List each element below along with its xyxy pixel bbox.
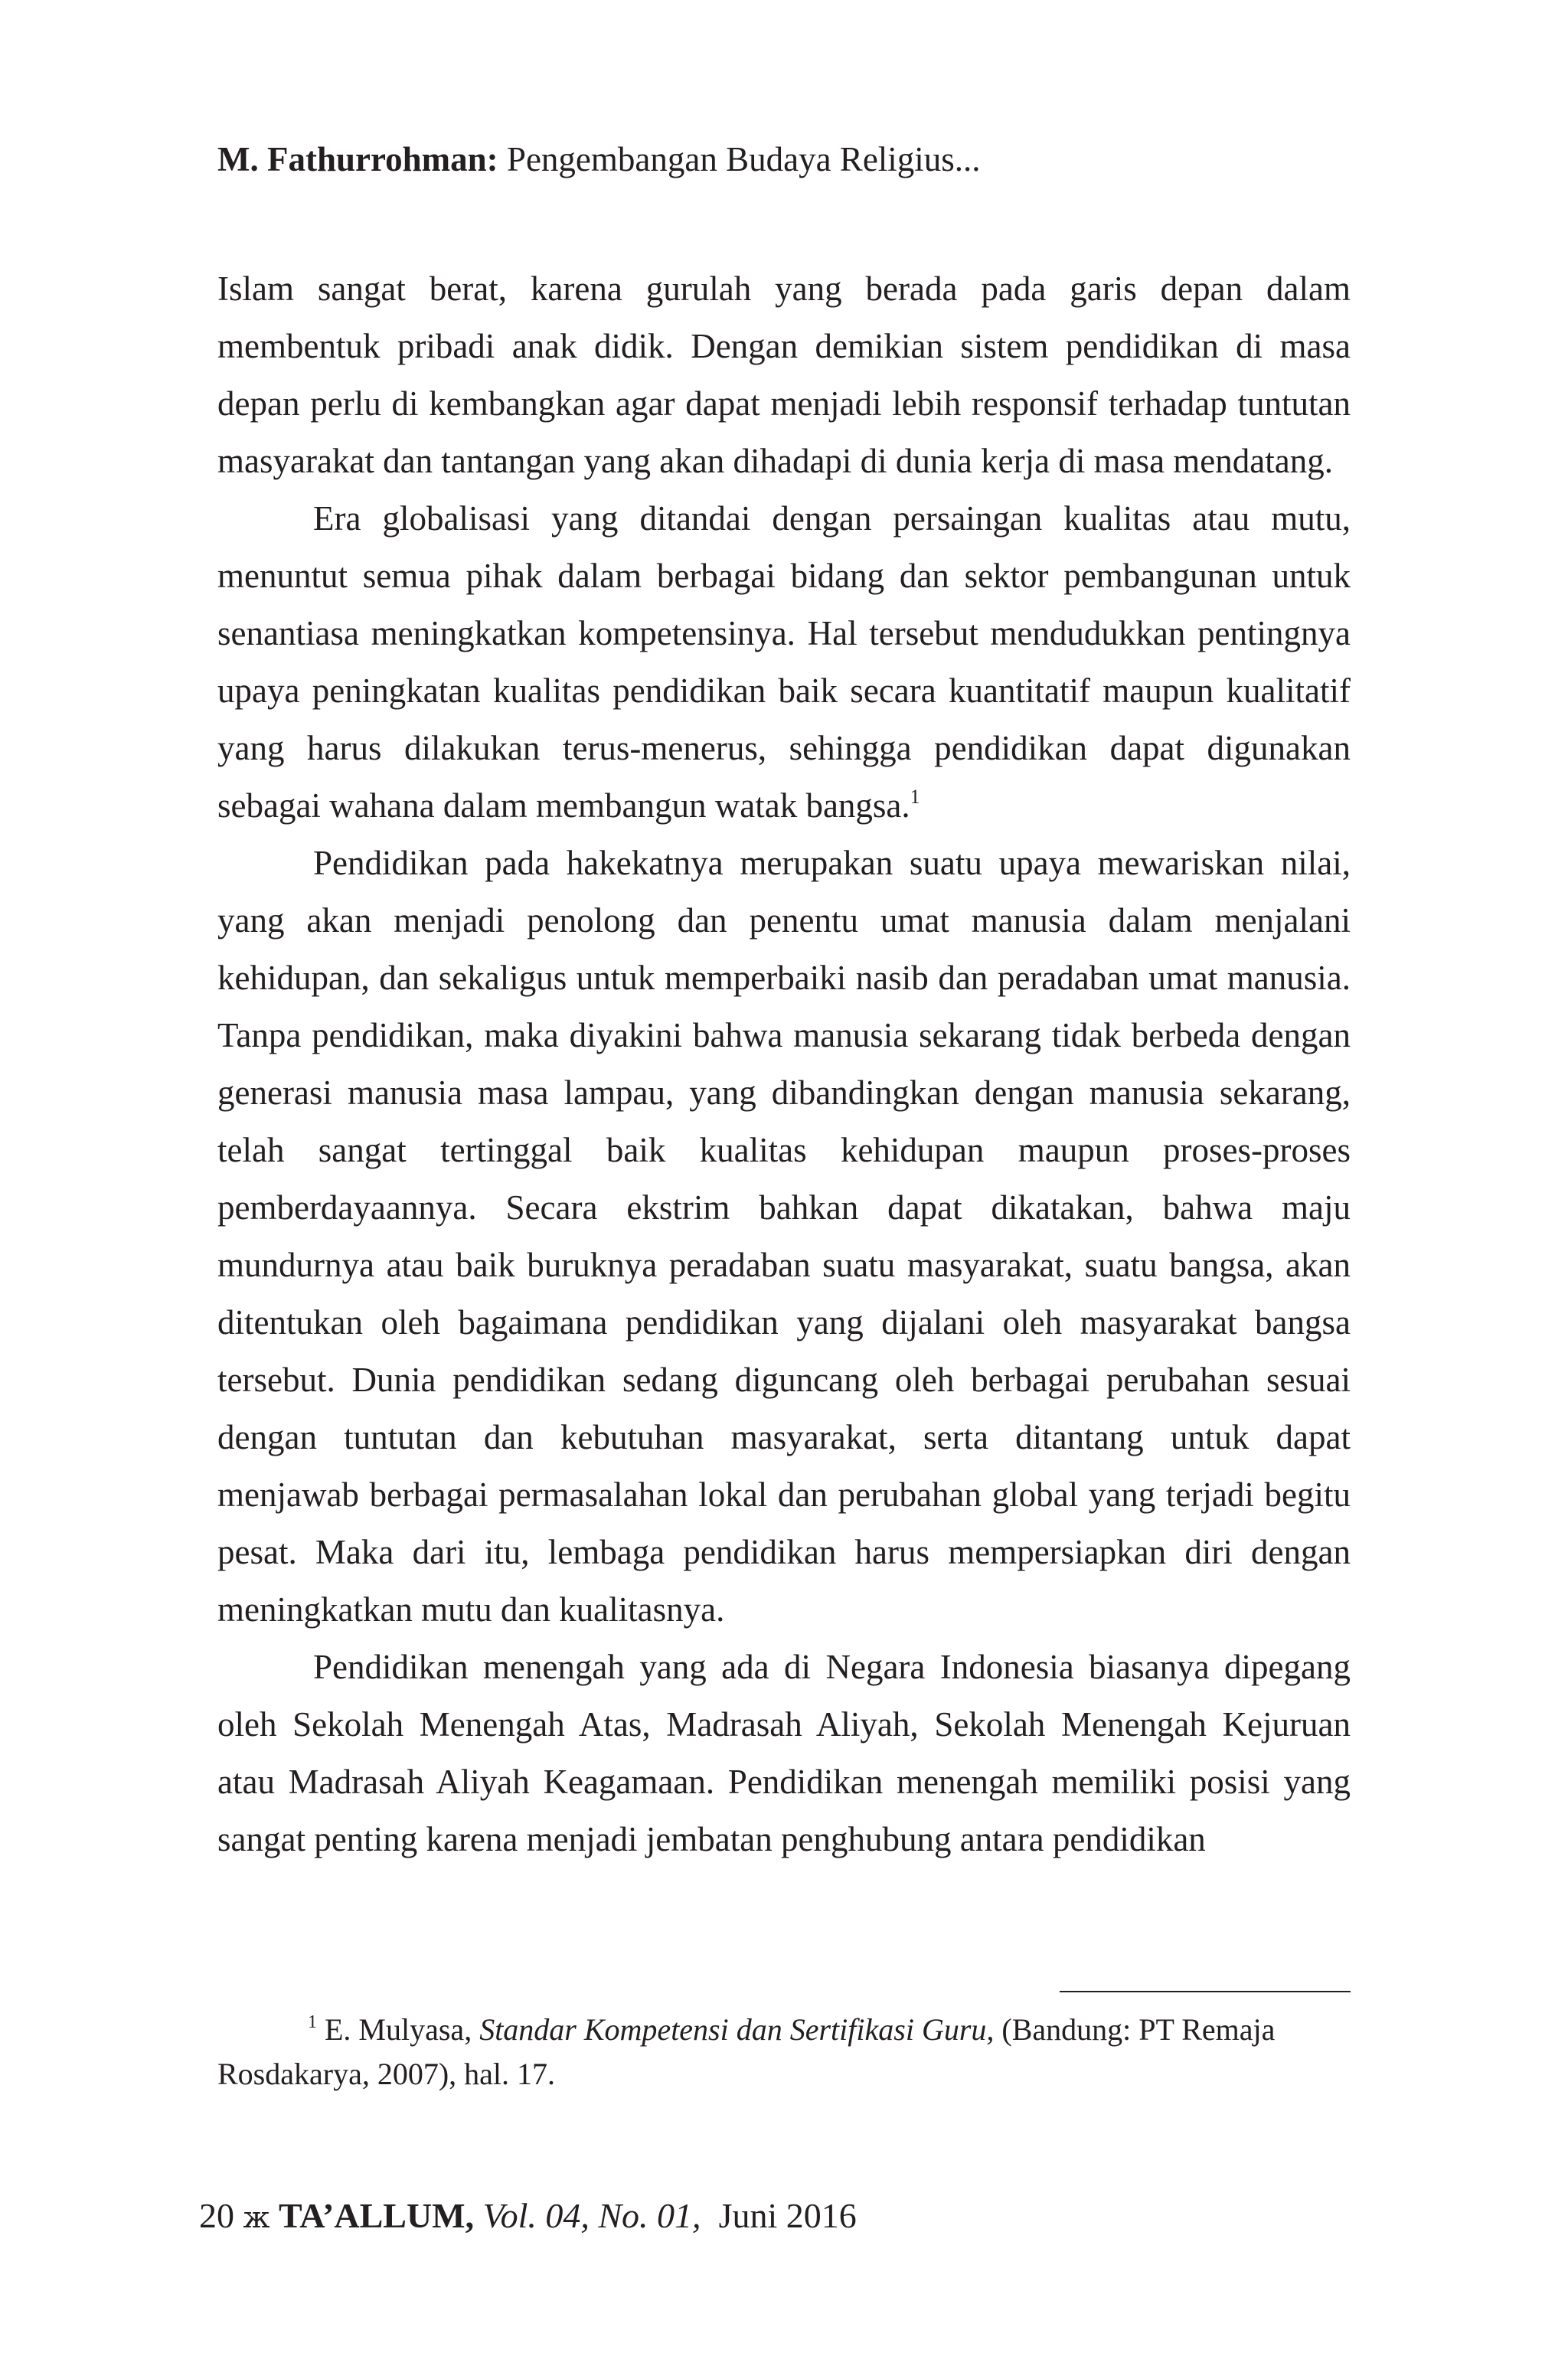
- footnote-divider: [1060, 1991, 1351, 1992]
- paragraph-text: Pendidikan pada hakekatnya merupakan suatu upaya mewariskan nilai, yang akan menjadi penolong dan penentu umat manusia dalam menjalani kehidupan, dan sekaligus untuk memperbaiki nasib dan peradaban umat manusia. Tanpa pendidikan, maka diyakini bahwa manusia sekarang tidak berbeda dengan generasi manusia masa lampau, yang dibandingkan dengan manusia sekarang, telah sangat tertinggal baik kualitas kehidupan maupun proses-proses pemberdayaannya. Secara ekstrim bahkan dapat dikatakan, bahwa maju mundurnya atau baik buruknya peradaban suatu masyarakat, suatu bangsa, akan ditentukan oleh bagaimana pendidikan yang dijalani oleh masyarakat bangsa tersebut. Dunia pendidikan sedang diguncang oleh berbagai perubahan sesuai dengan tuntutan dan kebutuhan masyarakat, serta ditantang untuk dapat menjawab berbagai permasalahan lokal dan perubahan global yang terjadi begitu pesat. Maka dari itu, lembaga pendidikan harus mempersiapkan diri dengan meningkatkan mutu dan kualitasnya.: [217, 844, 1351, 1629]
- footnote-author: E. Mulyasa,: [325, 2012, 472, 2047]
- body-text: [217, 260, 1351, 1868]
- paragraph-2: [217, 835, 1351, 1639]
- header-author: M. Fathurrohman:: [217, 140, 498, 178]
- separator-glyph: ж: [243, 2201, 270, 2234]
- paragraph-0: [217, 260, 1351, 490]
- running-header: [217, 136, 981, 182]
- paragraph-text: Pendidikan menengah yang ada di Negara Indonesia biasanya dipegang oleh Sekolah Menengah Atas, Madrasah Aliyah, Sekolah Menengah Kejuruan atau Madrasah Aliyah Keagamaan. Pendidikan menengah memiliki posisi yang sangat penting karena menjadi jembatan penghubung antara pendidikan: [217, 1648, 1351, 1858]
- paragraph-text: Era globalisasi yang ditandai dengan persaingan kualitas atau mutu, menuntut semua pihak dalam berbagai bidang dan sektor pembangunan untuk senantiasa meningkatkan kompetensinya. Hal tersebut mendudukkan pentingnya upaya peningkatan kualitas pendidikan baik secara kuantitatif maupun kualitatif yang harus dilakukan terus-menerus, sehingga pendidikan dapat digunakan sebagai wahana dalam membangun watak bangsa.: [217, 499, 1351, 825]
- paragraph-1: [217, 490, 1351, 835]
- footnote-title: Standar Kompetensi dan Sertifikasi Guru,: [479, 2012, 995, 2047]
- journal-page: [199, 0, 1351, 2353]
- running-footer: [199, 2191, 857, 2242]
- paragraph-text: Islam sangat berat, karena gurulah yang berada pada garis depan dalam membentuk pribadi anak didik. Dengan demikian sistem pendidikan di masa depan perlu di kembangkan agar dapat menjadi lebih responsif terhadap tuntutan masyarakat dan tantangan yang akan dihadapi di dunia kerja di masa mendatang.: [217, 270, 1351, 480]
- footnote-rest: (Bandung: PT Remaja Rosdakarya, 2007), hal. 17.: [217, 2012, 1276, 2091]
- journal-volume: Vol. 04, No. 01,: [482, 2196, 701, 2235]
- footnote-reference[interactable]: 1: [910, 786, 920, 808]
- journal-date: Juni 2016: [718, 2196, 857, 2235]
- page-number: 20: [199, 2196, 234, 2235]
- footnote: [217, 2008, 1351, 2096]
- footnote-number: 1: [308, 2012, 317, 2032]
- journal-name: TA’ALLUM,: [278, 2196, 475, 2235]
- header-title: Pengembangan Budaya Religius...: [506, 140, 981, 178]
- paragraph-3: [217, 1639, 1351, 1868]
